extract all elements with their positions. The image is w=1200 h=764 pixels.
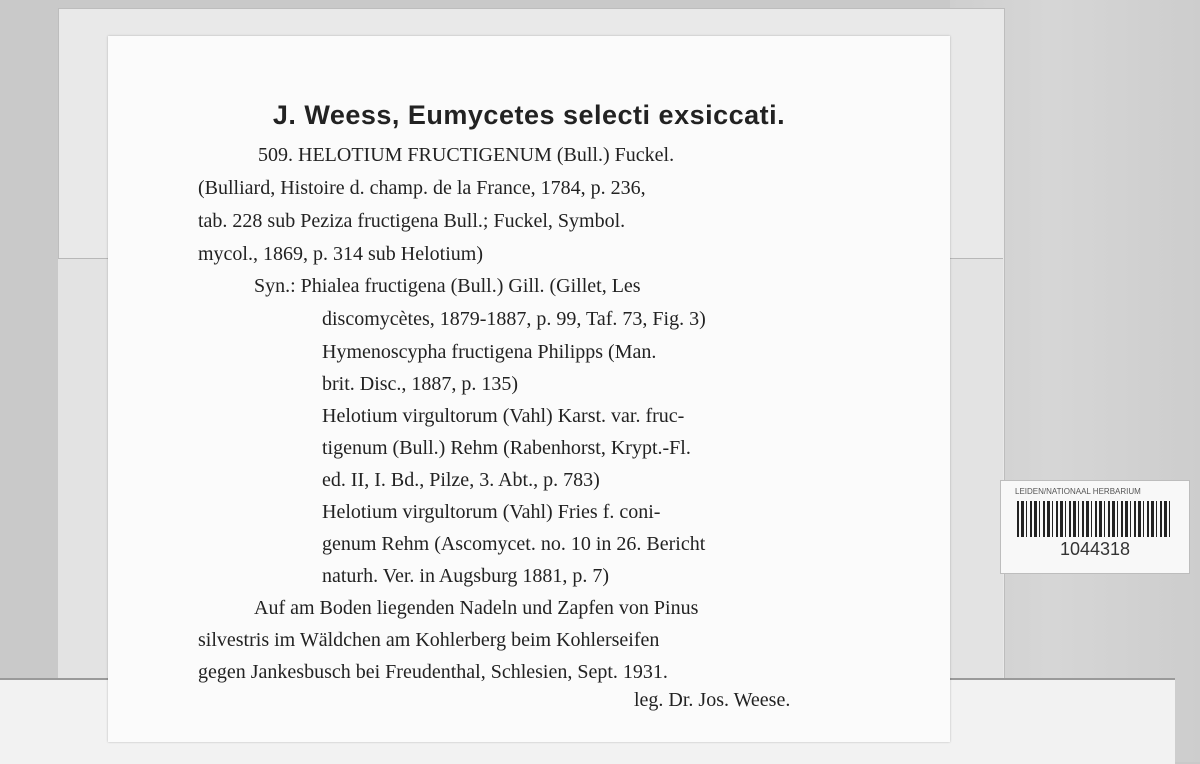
label-line: silvestris im Wäldchen am Kohlerberg beim Kohlerseifen	[198, 629, 660, 651]
label-line-locality: Auf am Boden liegenden Nadeln und Zapfen von Pinus	[254, 597, 699, 619]
barcode-label	[1000, 480, 1190, 574]
label-title: J. Weess, Eumycetes selecti exsiccati.	[272, 100, 786, 130]
label-line: Helotium virgultorum (Vahl) Karst. var. fruc-	[322, 405, 685, 427]
label-line: brit. Disc., 1887, p. 135)	[322, 373, 519, 395]
label-line: naturh. Ver. in Augsburg 1881, p. 7)	[322, 565, 610, 587]
label-line: mycol., 1869, p. 314 sub Helotium)	[198, 243, 483, 265]
label-line: Helotium virgultorum (Vahl) Fries f. coni-	[322, 501, 661, 523]
barcode-institution: LEIDEN/NATIONAAL HERBARIUM	[1015, 487, 1141, 496]
label-line: ed. II, I. Bd., Pilze, 3. Abt., p. 783)	[322, 469, 600, 491]
label-line-synonyms: Syn.: Phialea fructigena (Bull.) Gill. (Gillet, Les	[254, 275, 641, 297]
barcode-bars	[1017, 501, 1173, 537]
label-line: tigenum (Bull.) Rehm (Rabenhorst, Krypt.-Fl.	[322, 437, 691, 459]
label-line: gegen Jankesbusch bei Freudenthal, Schlesien, Sept. 1931.	[198, 661, 668, 683]
label-line-collector: leg. Dr. Jos. Weese.	[634, 689, 791, 711]
label-line-species: 509. HELOTIUM FRUCTIGENUM (Bull.) Fuckel.	[258, 144, 675, 166]
specimen-label	[108, 36, 950, 742]
label-line: tab. 228 sub Peziza fructigena Bull.; Fuckel, Symbol.	[198, 210, 626, 232]
label-line: discomycètes, 1879-1887, p. 99, Taf. 73, Fig. 3)	[322, 308, 706, 330]
label-line: Hymenoscypha fructigena Philipps (Man.	[322, 341, 657, 363]
barcode-number: 1044318	[1059, 539, 1131, 559]
label-line: (Bulliard, Histoire d. champ. de la France, 1784, p. 236,	[198, 177, 646, 199]
label-line: genum Rehm (Ascomycet. no. 10 in 26. Bericht	[322, 533, 706, 555]
